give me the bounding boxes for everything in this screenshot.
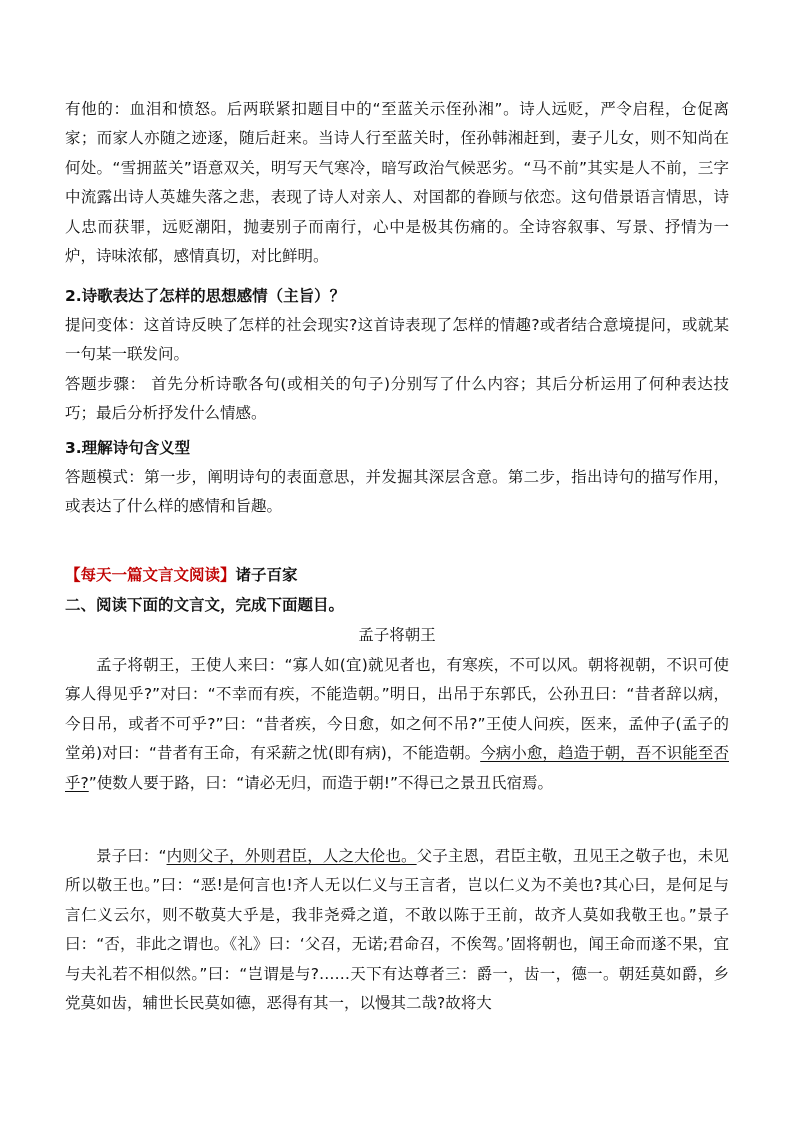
passage-1-text: 孟子将朝王，王使人来曰：“寡人如(宜)就见者也，有寒疾，不可以风。朝将视朝，不识可使寡人得见乎?”对曰：“不幸而有疾，不能造朝。”明日，出吊于东郭氏，公孙丑曰：“昔者辞以病，今日吊，或者不可乎?”曰：“昔者疾，今日愈，如之何不吊?”王使人问疾，医来，孟仲子(孟子的堂弟)对曰：“昔者有王命，有采薪之忧(即有病)，不能造朝。 (65, 656, 729, 763)
passage-1-underlined: 今病小愈，趋造于朝，吾不识能至否乎? (65, 744, 729, 792)
passage-paragraph-1 (65, 651, 729, 798)
section-instruction: 二、阅读下面的文言文，完成下面题目。 (65, 596, 345, 614)
analysis-paragraph: 有他的：血泪和愤怒。后两联紧扣题目中的“至蓝关示侄孙湘”。诗人远贬，严令启程，仓促离家；而家人亦随之迹逐，随后赶来。当诗人行至蓝关时，侄孙韩湘赶到，妻子儿女，则不知尚在何处。“雪拥蓝关”语意双关，明写天气寒冷，暗写政治气候恶劣。“马不前”其实是人不前，三字中流露出诗人英雄失落之悲，表现了诗人对亲人、对国都的眷顾与依恋。这句借景语言情思，诗人忠而获罪，远贬潮阳，抛妻别子而南行，心中是极其伤痛的。全诗容叙事、写景、抒情为一炉，诗味浓郁，感情真切，对比鲜明。 (65, 100, 729, 266)
question-2-steps: 答题步骤： 首先分析诗歌各句(或相关的句子)分别写了什么内容；其后分析运用了何种表达技巧；最后分析抒发什么情感。 (65, 375, 729, 423)
section-topic: 诸子百家 (235, 566, 298, 584)
passage-2-underlined: 内则父子，外则君臣，人之大伦也。 (166, 847, 417, 865)
passage-title: 孟子将朝王 (358, 626, 436, 644)
section-bracket-label: 【每天一篇文言文阅读】 (65, 566, 236, 584)
passage-1-text-end: ”使数人要于路，曰：“请必无归，而造于朝!”不得已之景丑氏宿焉。 (88, 773, 554, 792)
question-3-mode: 答题模式：第一步，阐明诗句的表面意思，并发掘其深层含意。第二步，指出诗句的描写作用，或表达了什么样的感情和旨趣。 (65, 468, 729, 516)
question-2-heading: 2.诗歌表达了怎样的思想感情（主旨）？ (65, 287, 346, 305)
question-2-variant: 提问变体：这首诗反映了怎样的社会现实?这首诗表现了怎样的情趣?或者结合意境提问，或就某一句某一联发问。 (65, 316, 729, 364)
question-3-heading: 3.理解诗句含义型 (65, 439, 191, 457)
passage-2-text: 景子曰：“ (96, 847, 167, 865)
section-header (65, 561, 729, 590)
passage-paragraph-2 (65, 842, 729, 1018)
passage-2-text-end: 父子主恩，君臣主敬，丑见王之敬子也，未见所以敬王也。”曰：“恶!是何言也!齐人无以仁义与王言者，岂以仁义为不美也?其心曰，是何足与言仁义云尔，则不敬莫大乎是，我非尧舜之道，不敢以陈于王前，故齐人莫如我敬王也。”景子曰：“否，非此之谓也。《礼》曰：‘父召，无诺;君命召，不俟驾。’固将朝也，闻王命而遂不果，宜与夫礼若不相似然。”曰：“岂谓是与?……天下有达尊者三：爵一，齿一，德一。朝廷莫如爵，乡党莫如齿，辅世长民莫如德，恶得有其一，以慢其二哉?故将大 (65, 847, 729, 1013)
